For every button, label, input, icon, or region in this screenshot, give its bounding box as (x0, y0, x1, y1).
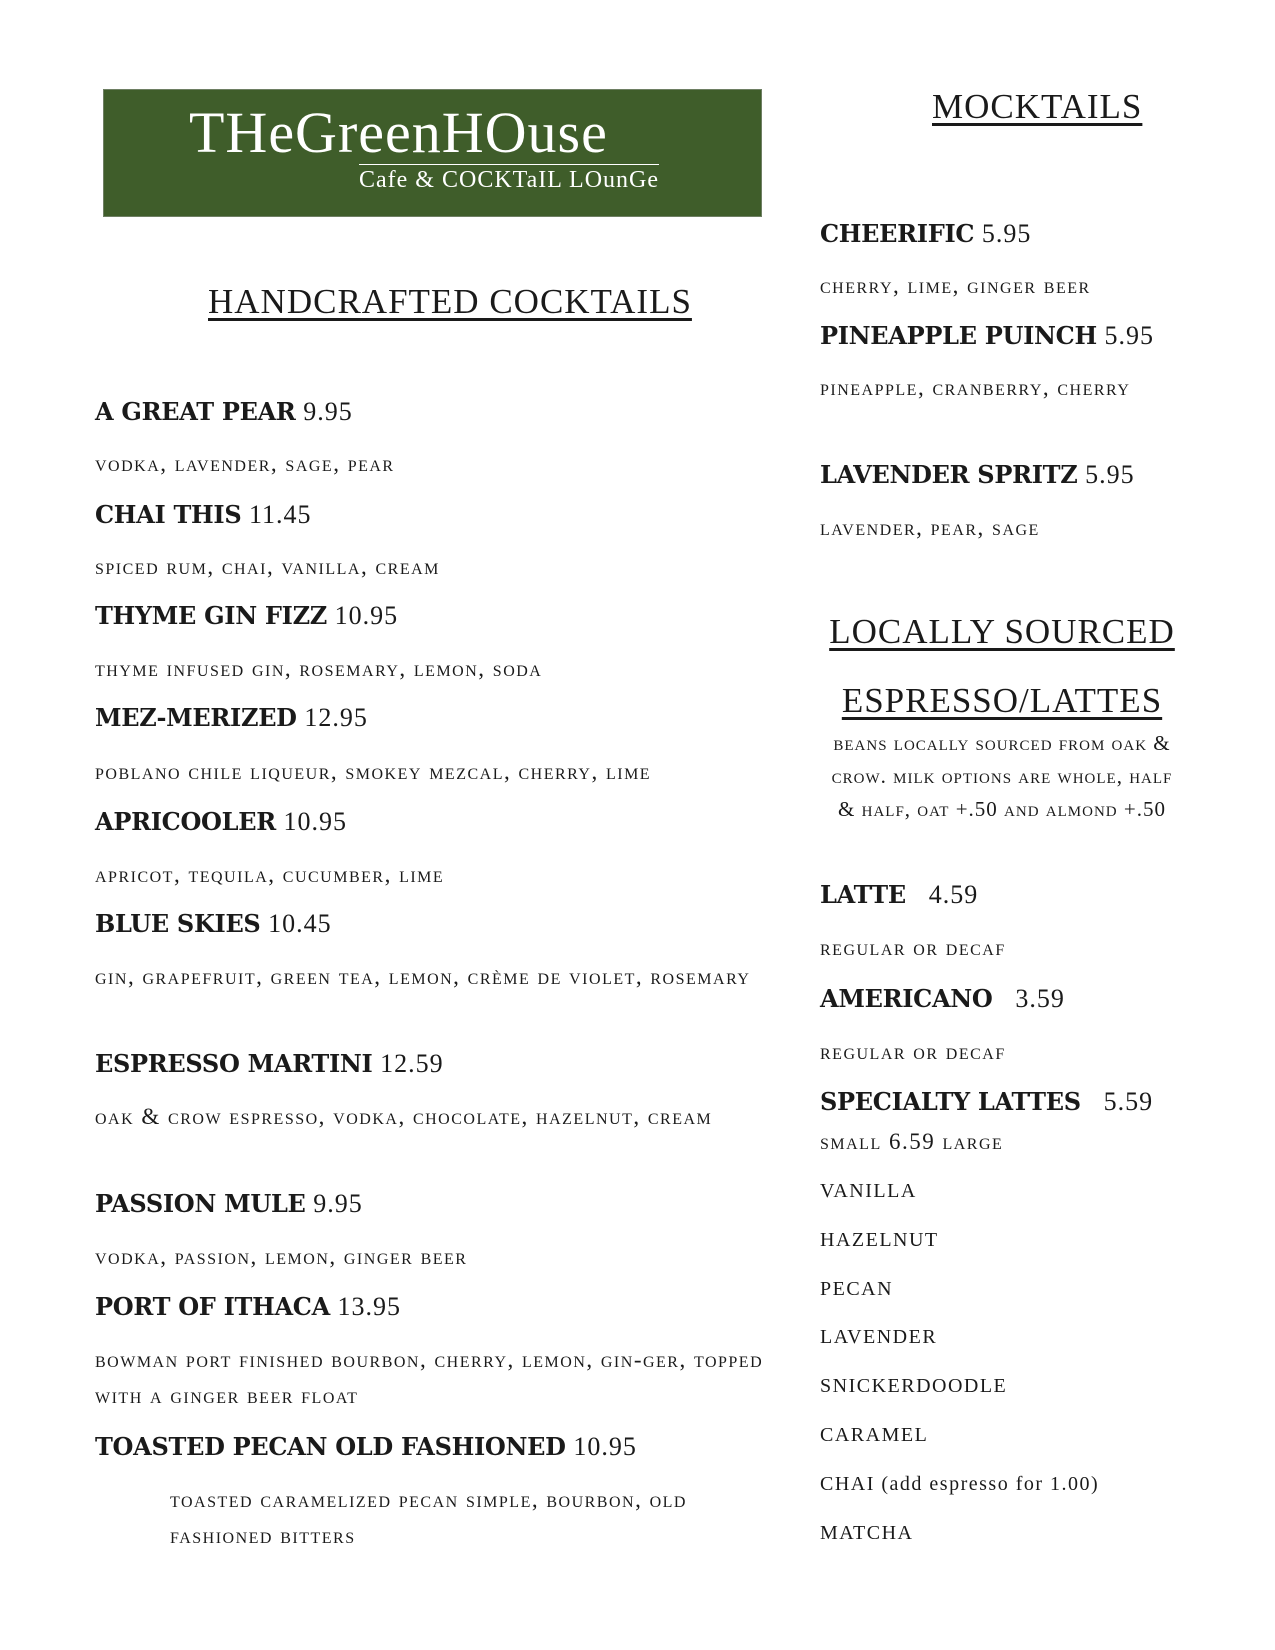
cocktail-desc: toasted caramelized pecan simple, bourbon, old fashioned bitters (170, 1487, 687, 1548)
cocktail-name: MEZ-MERIZED 12.95 (95, 703, 368, 732)
flavor-item: VANILLA (820, 1180, 917, 1202)
cocktails-heading: HANDCRAFTED COCKTAILS (208, 282, 692, 321)
espresso-item-desc: small 6.59 large (820, 1129, 1004, 1154)
espresso-item-desc: regular or decaf (820, 935, 1006, 960)
cocktail-name: A GREAT PEAR 9.95 (95, 397, 353, 426)
mocktail-desc: lavender, pear, sage (820, 515, 1040, 540)
logo (103, 89, 762, 217)
espresso-note: beans locally sourced from oak & crow. milk options are whole, half & half, oat +.50 and almond +.50 (831, 731, 1173, 821)
cocktail-desc: spiced rum, chai, vanilla, cream (95, 554, 440, 579)
espresso-item-name: SPECIALTY LATTES 5.59 (820, 1087, 1154, 1116)
espresso-heading-line1: LOCALLY SOURCED (829, 612, 1175, 651)
espresso-item-name: AMERICANO 3.59 (820, 984, 1065, 1013)
espresso-heading-line2: ESPRESSO/LATTES (841, 681, 1163, 720)
flavor-item: CARAMEL (820, 1424, 929, 1446)
cocktail-desc: bowman port finished bourbon, cherry, lemon, gin-ger, topped with a ginger beer float (95, 1347, 764, 1408)
flavor-item: SNICKERDOODLE (820, 1375, 1008, 1397)
mocktail-name: CHEERIFIC 5.95 (820, 219, 1032, 248)
flavor-item: CHAI (add espresso for 1.00) (820, 1473, 1100, 1495)
cocktail-desc: poblano chile liqueur, smokey mezcal, cherry, lime (95, 759, 652, 784)
flavor-item: LAVENDER (820, 1326, 938, 1348)
cocktail-desc: oak & crow espresso, vodka, chocolate, hazelnut, cream (95, 1104, 713, 1129)
cocktail-name: TOASTED PECAN OLD FASHIONED 10.95 (95, 1432, 637, 1461)
cocktail-name: CHAI THIS 11.45 (95, 500, 312, 529)
cocktail-desc: vodka, lavender, sage, pear (95, 451, 395, 476)
cocktail-desc: gin, grapefruit, green tea, lemon, crème de violet, rosemary (95, 964, 751, 989)
mocktail-desc: pineapple, cranberry, cherry (820, 375, 1131, 400)
cocktail-desc: thyme infused gin, rosemary, lemon, soda (95, 656, 543, 681)
flavor-item: PECAN (820, 1278, 894, 1300)
mocktails-heading: MOCKTAILS (932, 87, 1143, 126)
cocktail-name: PASSION MULE 9.95 (95, 1189, 363, 1218)
mocktail-name: LAVENDER SPRITZ 5.95 (820, 460, 1135, 489)
cocktail-name: APRICOOLER 10.95 (95, 807, 348, 836)
logo-subtitle: Cafe & COCKTaIL LOunGe (359, 164, 659, 193)
mocktail-name: PINEAPPLE PUINCH 5.95 (820, 321, 1155, 350)
cocktail-name: THYME GIN FIZZ 10.95 (95, 601, 399, 630)
flavor-item: MATCHA (820, 1522, 914, 1544)
flavor-item: HAZELNUT (820, 1229, 939, 1251)
espresso-item-name: LATTE 4.59 (820, 880, 979, 909)
logo-title: THeGreenHOuse (189, 100, 608, 165)
cocktail-name: ESPRESSO MARTINI 12.59 (95, 1049, 444, 1078)
espresso-item-desc: regular or decaf (820, 1039, 1006, 1064)
mocktail-desc: cherry, lime, ginger beer (820, 273, 1091, 298)
cocktail-name: PORT OF ITHACA 13.95 (95, 1292, 402, 1321)
cocktail-name: BLUE SKIES 10.45 (95, 909, 332, 938)
cocktail-desc: vodka, passion, lemon, ginger beer (95, 1244, 468, 1269)
cocktail-desc: apricot, tequila, cucumber, lime (95, 862, 445, 887)
